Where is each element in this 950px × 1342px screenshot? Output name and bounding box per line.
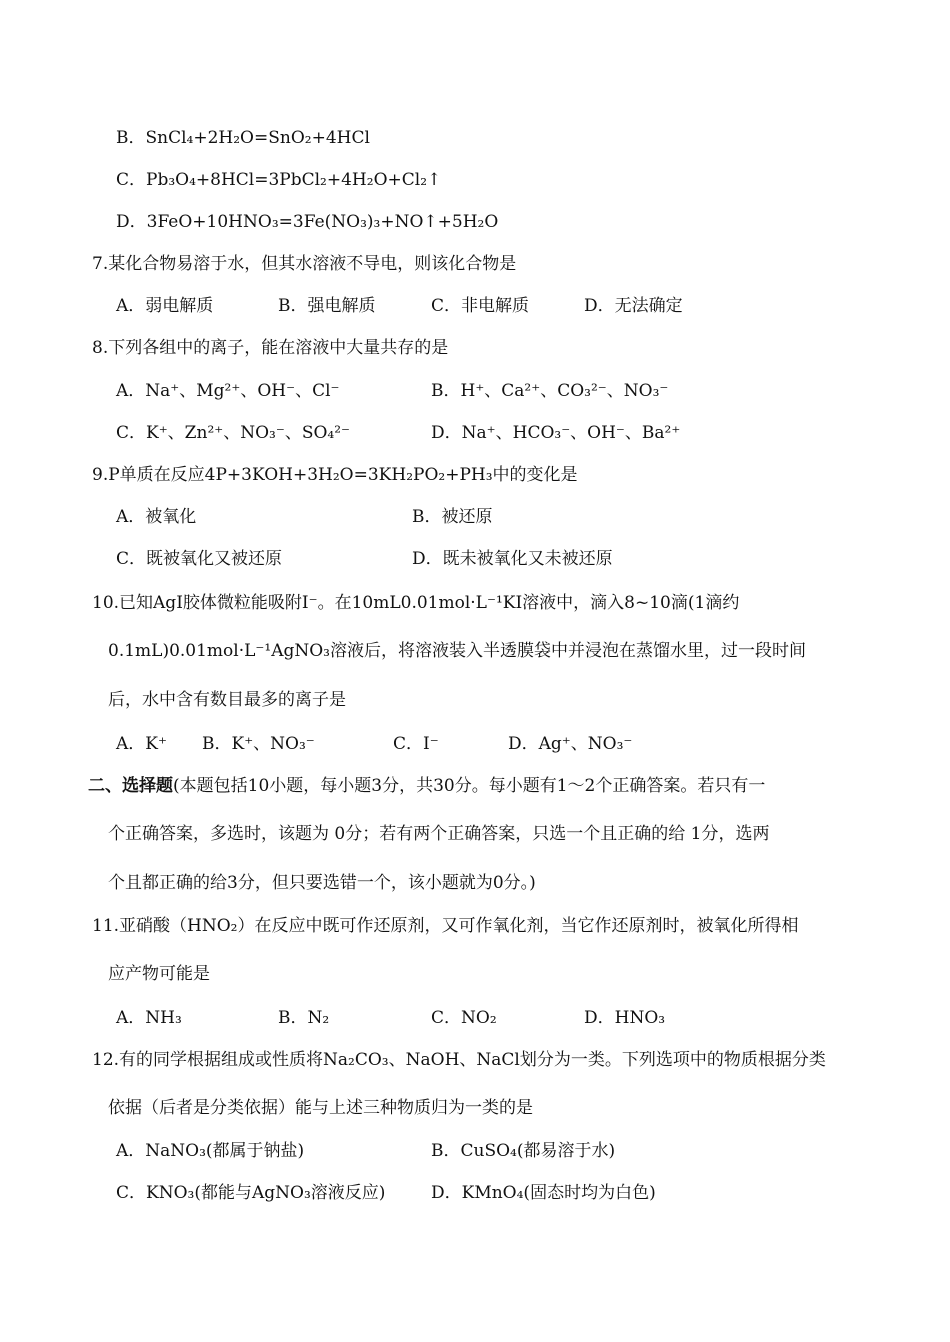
q10-stem-line2: 0.1mL)0.01mol·L⁻¹AgNO₃溶液后，将溶液装入半透膜袋中并浸泡在蒸馏水里，过一段时间 (108, 641, 806, 661)
q12-option-c: C．KNO₃(都能与AgNO₃溶液反应) (116, 1183, 386, 1203)
q7-option-a: A．弱电解质 (116, 296, 214, 316)
q9-option-c: C．既被氧化又被还原 (116, 549, 283, 569)
q12-option-d: D．KMnO₄(固态时均为白色) (431, 1183, 656, 1203)
q10-option-d: D．Ag⁺、NO₃⁻ (508, 734, 633, 754)
q9-option-a: A．被氧化 (116, 507, 197, 527)
q12-option-a: A．NaNO₃(都属于钠盐) (116, 1141, 305, 1161)
q11-option-d: D．HNO₃ (584, 1008, 666, 1028)
q10-stem-line1: 10.已知AgI胶体微粒能吸附I⁻。在10mL0.01mol·L⁻¹KI溶液中，滴入8~10滴(1滴约 (92, 593, 740, 613)
q6-option-b: B．SnCl₄+2H₂O=SnO₂+4HCl (116, 128, 370, 148)
q11-option-c: C．NO₂ (431, 1008, 497, 1028)
section2-instructions-line2: 个正确答案，多选时，该题为 0分；若有两个正确答案，只选一个且正确的给 1分，选两 (108, 824, 770, 844)
q8-option-a: A．Na⁺、Mg²⁺、OH⁻、Cl⁻ (116, 381, 340, 401)
section2-instructions-line3: 个且都正确的给3分，但只要选错一个，该小题就为0分。) (108, 873, 536, 893)
q6-option-c: C．Pb₃O₄+8HCl=3PbCl₂+4H₂O+Cl₂↑ (116, 170, 442, 190)
q12-stem-line2: 依据（后者是分类依据）能与上述三种物质归为一类的是 (108, 1098, 533, 1118)
q10-option-b: B．K⁺、NO₃⁻ (202, 734, 315, 754)
q11-stem-line2: 应产物可能是 (108, 964, 210, 984)
q11-option-b: B．N₂ (278, 1008, 330, 1028)
section2-title: 二、选择题 (88, 776, 173, 796)
q7-stem: 7.某化合物易溶于水，但其水溶液不导电，则该化合物是 (92, 254, 517, 274)
q6-option-d: D．3FeO+10HNO₃=3Fe(NO₃)₃+NO↑+5H₂O (116, 212, 499, 232)
q10-option-a: A．K⁺ (116, 734, 167, 754)
q9-option-b: B．被还原 (412, 507, 493, 527)
q9-option-d: D．既未被氧化又未被还原 (412, 549, 613, 569)
q8-option-b: B．H⁺、Ca²⁺、CO₃²⁻、NO₃⁻ (431, 381, 669, 401)
section2-heading (88, 775, 765, 797)
q8-option-c: C．K⁺、Zn²⁺、NO₃⁻、SO₄²⁻ (116, 423, 351, 443)
section2-instructions-line1: (本题包括10小题，每小题3分，共30分。每小题有1～2个正确答案。若只有一 (173, 776, 766, 796)
q11-stem-line1: 11.亚硝酸（HNO₂）在反应中既可作还原剂，又可作氧化剂，当它作还原剂时，被氧化所得相 (92, 916, 799, 936)
q8-option-d: D．Na⁺、HCO₃⁻、OH⁻、Ba²⁺ (431, 423, 681, 443)
q7-option-d: D．无法确定 (584, 296, 683, 316)
q9-stem: 9.P单质在反应4P+3KOH+3H₂O=3KH₂PO₂+PH₃中的变化是 (92, 465, 578, 485)
q8-stem: 8.下列各组中的离子，能在溶液中大量共存的是 (92, 338, 449, 358)
q12-option-b: B．CuSO₄(都易溶于水) (431, 1141, 616, 1161)
q12-stem-line1: 12.有的同学根据组成或性质将Na₂CO₃、NaOH、NaCl划分为一类。下列选项中的物质根据分类 (92, 1050, 826, 1070)
q10-option-c: C．I⁻ (393, 734, 439, 754)
q7-option-c: C．非电解质 (431, 296, 530, 316)
q7-option-b: B．强电解质 (278, 296, 376, 316)
q11-option-a: A．NH₃ (116, 1008, 182, 1028)
q10-stem-line3: 后，水中含有数目最多的离子是 (108, 690, 346, 710)
